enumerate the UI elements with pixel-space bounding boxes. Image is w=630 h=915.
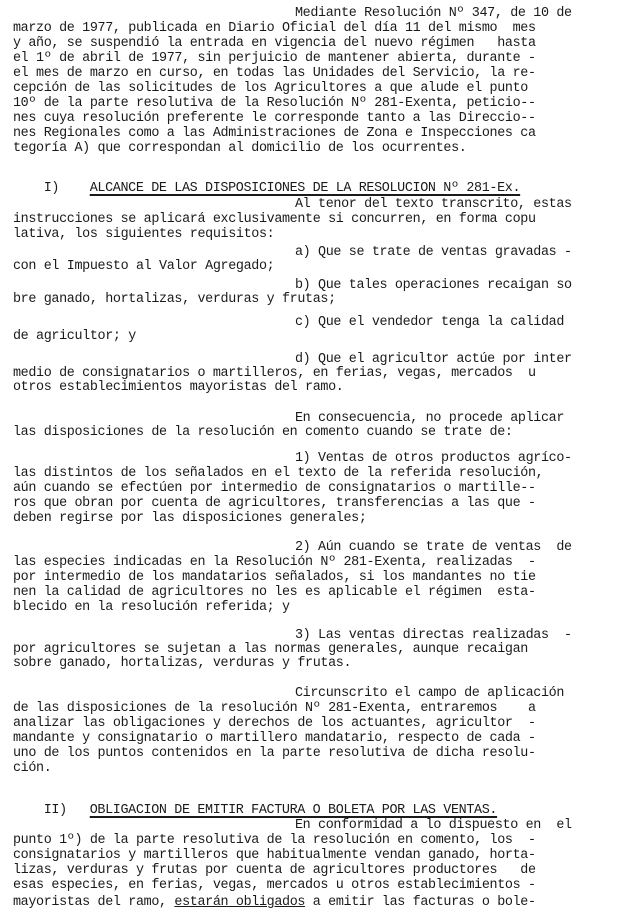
text-line	[13, 895, 536, 910]
text-line: tegoría A) que correspondan al domicilio de los ocurrentes.	[13, 141, 467, 156]
text-line: 1) Ventas de otros productos agríco-	[295, 451, 572, 466]
text-line: bre ganado, hortalizas, verduras y frutas;	[13, 292, 336, 307]
text-line: lizas, verduras y frutas por cuenta de agricultores productores de	[13, 863, 536, 878]
text-line: otros establecimientos mayoristas del ramo.	[13, 380, 344, 395]
section-title: OBLIGACION DE EMITIR FACTURA O BOLETA POR LAS VENTAS.	[89, 803, 498, 818]
text-line: sobre ganado, hortalizas, verduras y frutas.	[13, 656, 352, 671]
text-line: consignatarios y martilleros que habitualmente vendan ganado, horta-	[13, 848, 536, 863]
text-line: con el Impuesto al Valor Agregado;	[13, 259, 275, 274]
text-line: lativa, los siguientes requisitos:	[13, 227, 275, 242]
text-line: por intermedio de los mandatarios señalados, si los mandantes no tie	[13, 570, 536, 585]
text-line: esas especies, en ferias, vegas, mercados u otros establecimientos -	[13, 878, 536, 893]
text-line: el mes de marzo en curso, en todas las Unidades del Servicio, la re-	[13, 66, 536, 81]
section-title: ALCANCE DE LAS DISPOSICIONES DE LA RESOLUCION Nº 281-Ex.	[89, 181, 521, 196]
text-line: d) Que el agricultor actúe por inter	[295, 352, 572, 367]
text-line: Circunscrito el campo de aplicación	[295, 686, 564, 701]
text-line: Al tenor del texto transcrito, estas	[295, 197, 572, 212]
text-line: 3) Las ventas directas realizadas -	[295, 628, 572, 643]
emphasized-text: estarán obligados	[174, 895, 306, 910]
text-line: ros que obran por cuenta de agricultores, transferencias a las que -	[13, 496, 536, 511]
text-line: marzo de 1977, publicada en Diario Oficial del día 11 del mismo mes	[13, 21, 536, 36]
text-line: las disposiciones de la resolución en comento cuando se trate de:	[13, 425, 513, 440]
text-line: y año, se suspendió la entrada en vigencia del nuevo régimen hasta	[13, 36, 536, 51]
text-line: cepción de las solicitudes de los Agricultores a que alude el punto	[13, 81, 528, 96]
text-line: uno de los puntos contenidos en la parte resolutiva de dicha resolu-	[13, 746, 536, 761]
text-line: 10º de la parte resolutiva de la Resolución Nº 281-Exenta, peticio--	[13, 96, 536, 111]
text-line: de las disposiciones de la resolución Nº 281-Exenta, entraremos a	[13, 701, 536, 716]
text-line: ción.	[13, 761, 52, 776]
section-number: I)	[43, 181, 60, 196]
text-line: analizar las obligaciones y derechos de los actuantes, agricultor -	[13, 716, 536, 731]
text-line: mandante y consignatario o martillero mandatario, respecto de cada -	[13, 731, 536, 746]
text-line: de agricultor; y	[13, 329, 136, 344]
text-fragment: mayoristas del ramo,	[13, 895, 175, 910]
text-line: a) Que se trate de ventas gravadas -	[295, 245, 572, 260]
text-line: b) Que tales operaciones recaigan so	[295, 278, 572, 293]
section-number: II)	[43, 803, 67, 818]
text-line: las distintos de los señalados en el texto de la referida resolución,	[13, 466, 544, 481]
text-line: las especies indicadas en la Resolución Nº 281-Exenta, realizadas -	[13, 555, 536, 570]
text-line: Mediante Resolución Nº 347, de 10 de	[295, 6, 572, 21]
text-line: por agricultores se sujetan a las normas generales, aunque recaigan	[13, 642, 528, 657]
text-line: instrucciones se aplicará exclusivamente si concurren, en forma copu	[13, 212, 536, 227]
text-line: aún cuando se efectúen por intermedio de consignatarios o martille--	[13, 481, 536, 496]
text-line: deben regirse por las disposiciones generales;	[13, 511, 367, 526]
text-line: c) Que el vendedor tenga la calidad	[295, 315, 564, 330]
text-line: nen la calidad de agricultores no les es aplicable el régimen esta-	[13, 585, 536, 600]
text-line: nes cuya resolución preferente le corresponde tanto a las Direccio--	[13, 111, 536, 126]
text-line: medio de consignatarios o martilleros, en ferias, vegas, mercados u	[13, 366, 536, 381]
text-line: el 1º de abril de 1977, sin perjuicio de mantener abierta, durante -	[13, 51, 536, 66]
text-line: nes Regionales como a las Administraciones de Zona e Inspecciones ca	[13, 126, 536, 141]
text-line: punto 1º) de la parte resolutiva de la resolución en comento, los -	[13, 833, 536, 848]
text-line: 2) Aún cuando se trate de ventas de	[295, 540, 572, 555]
text-line: En consecuencia, no procede aplicar	[295, 411, 564, 426]
text-line: En conformidad a lo dispuesto en el	[295, 818, 572, 833]
text-fragment: a emitir las facturas o bole-	[305, 895, 536, 910]
text-line: blecido en la resolución referida; y	[13, 600, 290, 615]
